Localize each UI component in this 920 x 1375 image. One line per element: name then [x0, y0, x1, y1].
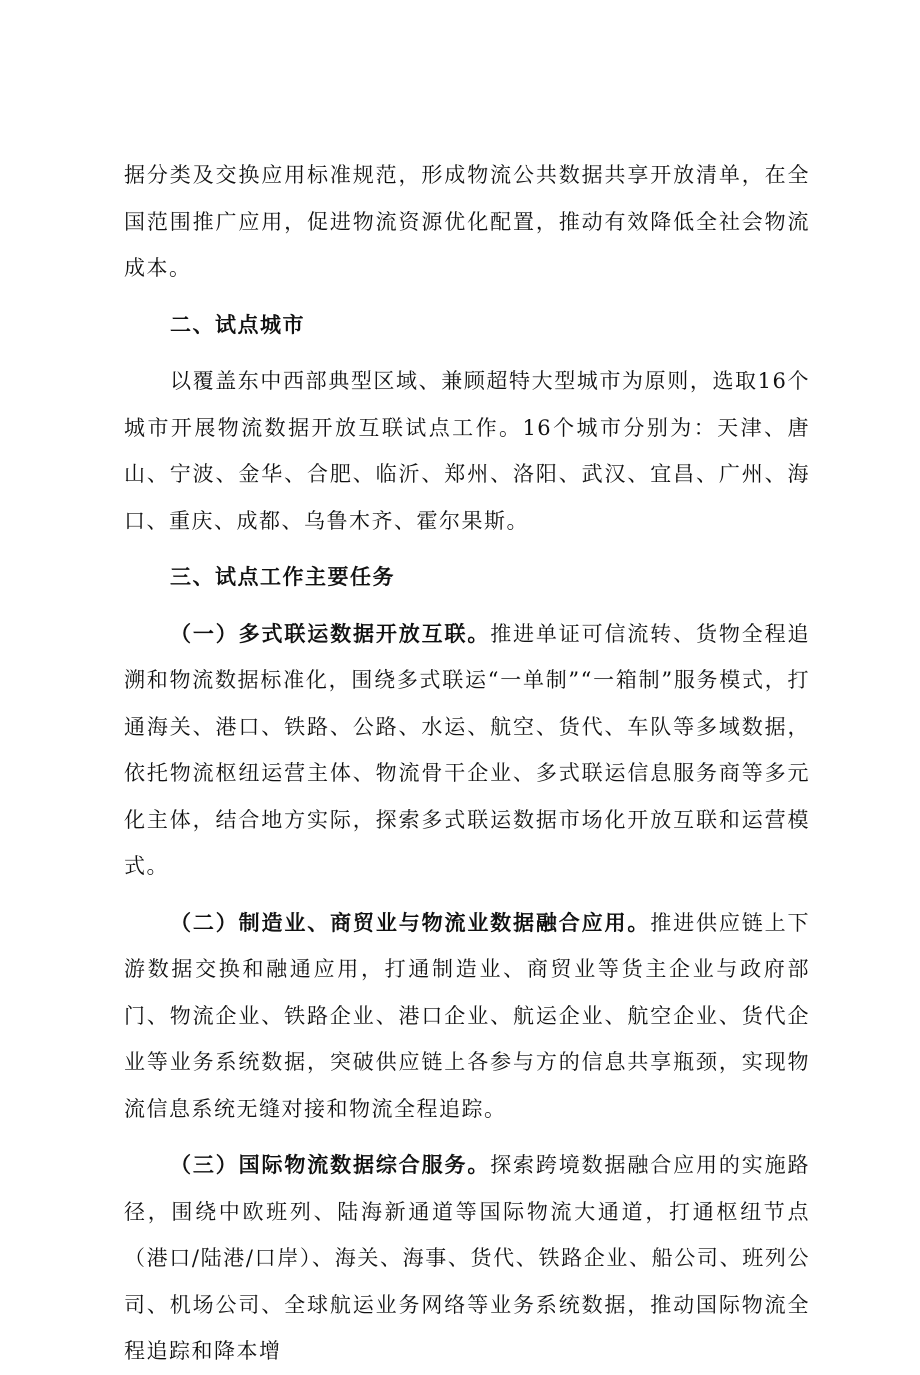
section-heading-main-tasks: 三、试点工作主要任务	[170, 565, 395, 589]
section-heading-pilot-cities: 二、试点城市	[170, 312, 305, 337]
task-multimodal-body: 推进单证可信流转、货物全程追溯和物流数据标准化，围绕多式联运“一单制”“一箱制”服务模式，打通海关、港口、铁路、公路、水运、航空、货代、车队等多域数据，依托物流枢纽运营主体、物流骨干企业、多式联运信息服务商等多元化主体，结合地方实际，探索多式联运数据市场化开放互联和运营模式。	[124, 621, 811, 878]
task-international-title: （三）国际物流数据综合服务。	[170, 1153, 491, 1177]
paragraph-task-multimodal	[124, 611, 810, 890]
task-international-body: 探索跨境数据融合应用的实施路径，围绕中欧班列、陆海新通道等国际物流大通道，打通枢纽节点（港口/陆港/口岸）、海关、海事、货代、铁路企业、船公司、班列公司、机场公司、全球航运业务网络等业务系统数据，推动国际物流全程追踪和降本增	[124, 1153, 811, 1363]
document-body	[124, 152, 810, 1375]
paragraph-task-manufacturing	[124, 900, 810, 1133]
task-manufacturing-title: （二）制造业、商贸业与物流业数据融合应用。	[170, 910, 651, 935]
paragraph-intro-continuation: 据分类及交换应用标准规范，形成物流公共数据共享开放清单，在全国范围推广应用，促进物流资源优化配置，推动有效降低全社会物流成本。	[124, 163, 810, 280]
paragraph-pilot-cities: 以覆盖东中西部典型区域、兼顾超特大型城市为原则，选取16个城市开展物流数据开放互联试点工作。16个城市分别为：天津、唐山、宁波、金华、合肥、临沂、郑州、洛阳、武汉、宜昌、广州、海口、重庆、成都、乌鲁木齐、霍尔果斯。	[124, 369, 810, 533]
paragraph-task-international	[124, 1142, 810, 1375]
task-multimodal-title: （一）多式联运数据开放互联。	[170, 621, 491, 646]
task-manufacturing-body: 推进供应链上下游数据交换和融通应用，打通制造业、商贸业等货主企业与政府部门、物流企业、铁路企业、港口企业、航运企业、航空企业、货代企业等业务系统数据，突破供应链上各参与方的信息共享瓶颈，实现物流信息系统无缝对接和物流全程追踪。	[124, 910, 811, 1121]
